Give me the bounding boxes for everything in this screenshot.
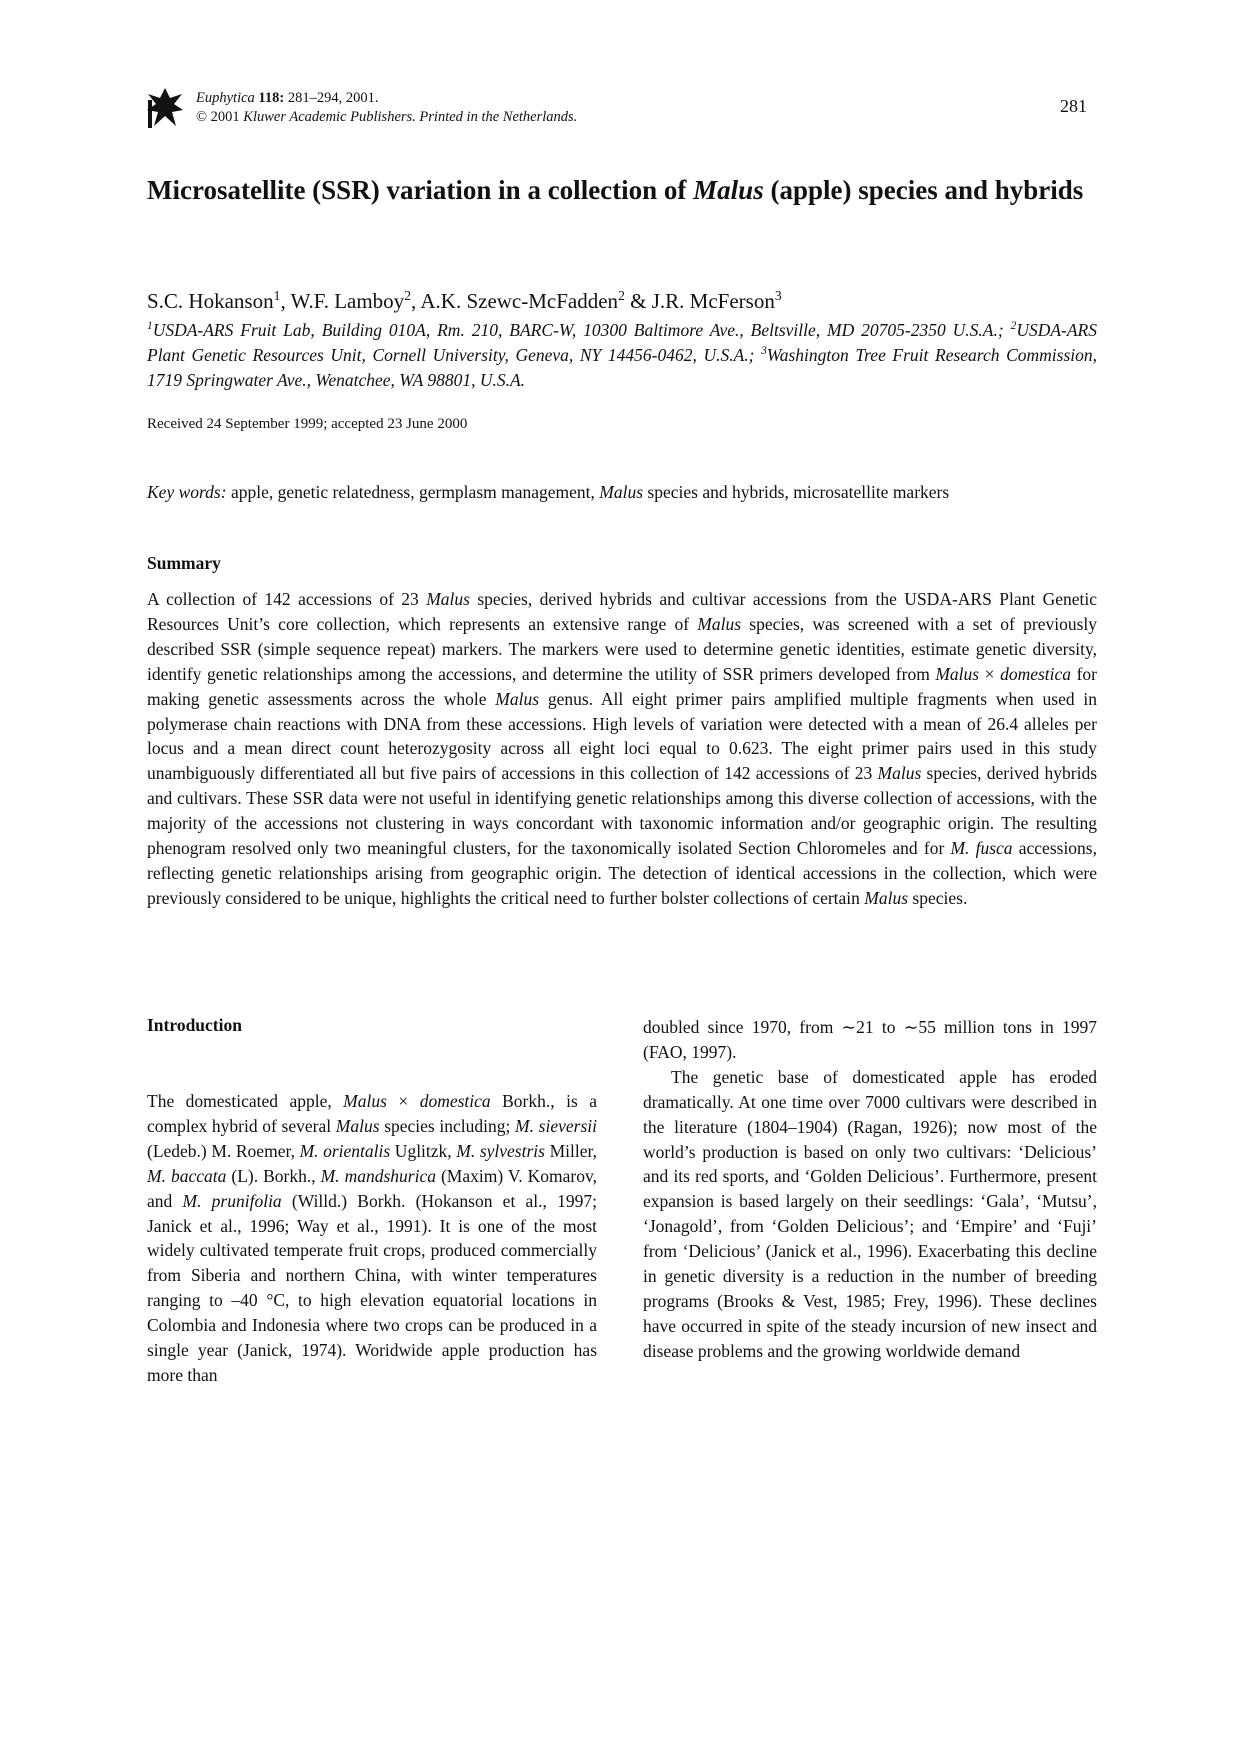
italic-term: M. orientalis	[299, 1140, 391, 1161]
text-run: for making genetic assessments across the whole	[147, 663, 1097, 709]
italic-term: Malus	[495, 688, 540, 709]
author-name: A.K. Szewc-McFadden	[420, 289, 619, 313]
text-run: ×	[979, 663, 1001, 684]
text-run: ×	[386, 1091, 420, 1111]
affiliation-marker: 1	[147, 320, 153, 333]
italic-term: domestica	[1000, 663, 1072, 684]
italic-term: M. sieversii	[515, 1115, 597, 1136]
text-run: Borkh., is a complex hybrid of several	[147, 1091, 597, 1136]
author-separator: ,	[411, 289, 421, 313]
text-run: accessions, reflecting genetic relationships arising from geographic origin. The detection of identical accessions in the collection, which were previously considered to be unique, highlights the critical need to further bolster collections of certain	[147, 838, 1097, 908]
affiliation-text: USDA-ARS Fruit Lab, Building 010A, Rm. 210, BARC-W, 10300 Baltimore Ave., Beltsville, MD 20705-2350 U.S.A.;	[152, 320, 1011, 340]
introduction-left-column	[147, 1089, 597, 1388]
affiliations	[147, 318, 1097, 393]
text-run: species, was screened with a set of previously described SSR (simple sequence repeat) markers. The markers were used to determine genetic identities, estimate genetic diversity, identify genetic relationships among the accessions, and determine the utility of SSR primers developed from	[147, 613, 1098, 684]
journal-pages: 281–294, 2001.	[287, 90, 379, 106]
intro-paragraph-continued: doubled since 1970, from ∼21 to ∼55 million tons in 1997 (FAO, 1997).	[643, 1017, 1097, 1062]
author-name: W.F. Lamboy	[290, 289, 405, 313]
italic-term: Malus	[877, 763, 922, 784]
copyright-line: © 2001 Kluwer Academic Publishers. Printed in the Netherlands.	[196, 109, 578, 125]
received-dates: Received 24 September 1999; accepted 23 June 2000	[147, 416, 468, 432]
journal-volume: 118:	[258, 90, 285, 106]
italic-term: Malus	[343, 1091, 387, 1111]
keywords-label: Key words:	[147, 482, 227, 502]
page-number: 281	[1060, 96, 1087, 116]
author-affiliation-marker: 3	[774, 288, 782, 303]
italic-term: M. sylvestris	[456, 1140, 545, 1161]
introduction-heading: Introduction	[147, 1015, 242, 1035]
author-affiliation-marker: 2	[404, 288, 412, 303]
text-run: genus. All eight primer pairs amplified multiple fragments when used in polymerase chain reactions with DNA from these accessions. High levels of variation were detected with a mean of 26.4 alleles per locus and a mean direct count heterozygosity across all eight loci equal to 0.623. The eight primer pairs used in this study unambiguously differentiated all but five pairs of accessions in this collection of 142 accessions of 23	[147, 688, 1097, 784]
journal-header	[196, 89, 577, 127]
intro-paragraph-genetic-base: The genetic base of domesticated apple has eroded dramatically. At one time over 7000 cultivars were described in the literature (1804–1904) (Ragan, 1926); now most of the world’s production is based on only two cultivars: ‘Delicious’ and its red sports, and ‘Golden Delicious’. Furthermore, present expansion is based largely on their seedlings: ‘Gala’, ‘Mutsu’, ‘Jonagold’, from ‘Golden Delicious’; and ‘Empire’ and ‘Fuji’ from ‘Delicious’ (Janick et al., 1996). Exacerbating this decline in genetic diversity is a reduction in the number of breeding programs (Brooks & Vest, 1985; Frey, 1996). These declines have occurred in spite of the steady incursion of new insect and disease problems and the growing worldwide demand	[643, 1066, 1097, 1361]
text-run: species including;	[379, 1115, 516, 1136]
italic-term: M. prunifolia	[182, 1190, 282, 1211]
keywords: Key words: apple, genetic relatedness, germplasm management, Malus species and hybrids, microsatellite markers	[147, 482, 950, 502]
author-name: J.R. McFerson	[651, 289, 775, 313]
text-run: A collection of 142 accessions of 23	[147, 589, 427, 609]
author-list	[147, 288, 782, 314]
italic-term: Malus	[426, 589, 470, 609]
paper-title: Microsatellite (SSR) variation in a collection of Malus (apple) species and hybrids	[147, 175, 1084, 205]
affiliation-marker: 2	[1010, 320, 1017, 333]
introduction-right-column	[643, 1015, 1097, 1364]
text-run: (L). Borkh.,	[226, 1165, 321, 1186]
affiliation-text: USDA-ARS Plant Genetic Resources Unit, Cornell University, Geneva, NY 14456-0462, U.S.A.;	[147, 320, 1097, 365]
italic-term: Malus	[335, 1115, 380, 1136]
journal-name: Euphytica	[196, 90, 255, 106]
affiliation-marker: 3	[761, 345, 767, 358]
journal-citation	[196, 89, 577, 108]
text-run: (Maxim) V. Komarov, and	[147, 1165, 597, 1211]
italic-term: Malus	[864, 887, 909, 908]
summary-heading: Summary	[147, 553, 221, 573]
author-affiliation-marker: 2	[618, 288, 625, 303]
publisher-logo-icon	[146, 86, 184, 130]
author-separator: &	[624, 289, 652, 313]
italic-term: M. mandshurica	[320, 1165, 436, 1186]
italic-term: M. fusca	[950, 838, 1013, 859]
text-run: species.	[908, 887, 968, 908]
author-separator: ,	[280, 289, 291, 313]
italic-term: domestica	[419, 1091, 491, 1111]
text-run: (Ledeb.) M. Roemer,	[147, 1140, 300, 1161]
text-run: species, derived hybrids and cultivars. These SSR data were not useful in identifying genetic relationships among this diverse collection of accessions, with the majority of the accessions not clustering in ways concordant with taxonomic information and/or geographic origin. The resulting phenogram resolved only two meaningful clusters, for the taxonomically isolated Section Chloromeles and for	[147, 763, 1098, 859]
text-run: Miller,	[544, 1140, 597, 1161]
italic-term: M. baccata	[147, 1165, 227, 1186]
affiliation-text: Washington Tree Fruit Research Commission, 1719 Springwater Ave., Wenatchee, WA 98801, U.S.A.	[147, 345, 1097, 390]
text-run: Uglitzk,	[390, 1140, 457, 1161]
text-run: The domesticated apple,	[147, 1091, 344, 1111]
italic-term: Malus	[697, 613, 742, 634]
italic-term: Malus	[935, 663, 980, 684]
text-run: species, derived hybrids and cultivar accessions from the USDA-ARS Plant Genetic Resources Unit’s core collection, which represents an extensive range of	[147, 589, 1097, 634]
author-name: S.C. Hokanson	[147, 289, 274, 313]
text-run: (Willd.) Borkh. (Hokanson et al., 1997; Janick et al., 1996; Way et al., 1991). It is one of the most widely cultivated temperate fruit crops, produced commercially from Siberia and northern China, with winter temperatures ranging to –40 °C, to high elevation equatorial locations in Colombia and Indonesia where two crops can be produced in a single year (Janick, 1974). Woridwide apple production has more than	[147, 1190, 597, 1385]
summary-text	[147, 587, 1097, 911]
author-affiliation-marker: 1	[273, 288, 281, 303]
